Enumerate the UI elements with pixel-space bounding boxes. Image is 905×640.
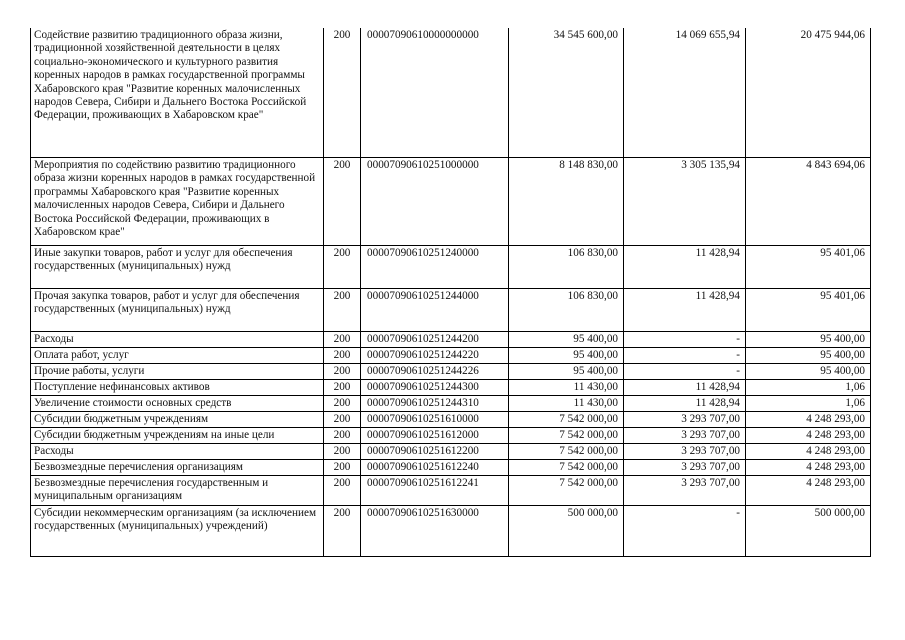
row-budget-code: 00007090610000000000	[361, 28, 509, 158]
row-budget-code: 00007090610251244300	[361, 380, 509, 396]
row-approved: 106 830,00	[509, 289, 624, 332]
table-row	[31, 506, 871, 557]
row-budget-code: 00007090610251244310	[361, 396, 509, 412]
row-line-code: 200	[324, 428, 361, 444]
row-unexecuted: 1,06	[746, 396, 871, 412]
row-approved: 11 430,00	[509, 380, 624, 396]
row-executed: -	[624, 506, 746, 557]
row-executed: -	[624, 348, 746, 364]
row-unexecuted: 4 248 293,00	[746, 460, 871, 476]
row-name: Прочие работы, услуги	[31, 364, 324, 380]
row-unexecuted: 4 843 694,06	[746, 158, 871, 246]
table-row	[31, 28, 871, 158]
row-unexecuted: 4 248 293,00	[746, 428, 871, 444]
row-executed: 3 293 707,00	[624, 428, 746, 444]
row-name: Поступление нефинансовых активов	[31, 380, 324, 396]
table-row	[31, 428, 871, 444]
row-executed: 3 293 707,00	[624, 476, 746, 506]
row-unexecuted: 4 248 293,00	[746, 476, 871, 506]
row-executed: 14 069 655,94	[624, 28, 746, 158]
row-approved: 7 542 000,00	[509, 412, 624, 428]
row-name: Субсидии бюджетным учреждениям на иные цели	[31, 428, 324, 444]
row-budget-code: 00007090610251244200	[361, 332, 509, 348]
row-name: Прочая закупка товаров, работ и услуг для обеспечения государственных (муниципальных) нужд	[31, 289, 324, 332]
row-executed: 3 293 707,00	[624, 412, 746, 428]
row-line-code: 200	[324, 380, 361, 396]
table-row	[31, 460, 871, 476]
row-name: Безвозмездные перечисления государственным и муниципальным организациям	[31, 476, 324, 506]
row-unexecuted: 95 400,00	[746, 364, 871, 380]
row-line-code: 200	[324, 364, 361, 380]
row-budget-code: 00007090610251612200	[361, 444, 509, 460]
row-line-code: 200	[324, 28, 361, 158]
row-name: Субсидии бюджетным учреждениям	[31, 412, 324, 428]
row-name: Мероприятия по содействию развитию традиционного образа жизни коренных народов в рамках государственной программы Хабаровского края "Развитие коренных малочисленных народов Севера, Сибири и Дальнего Востока Российской Федерации, проживающих в Хабаровском крае"	[31, 158, 324, 246]
row-unexecuted: 95 400,00	[746, 332, 871, 348]
table-row	[31, 380, 871, 396]
row-line-code: 200	[324, 506, 361, 557]
row-unexecuted: 4 248 293,00	[746, 412, 871, 428]
row-approved: 7 542 000,00	[509, 476, 624, 506]
row-line-code: 200	[324, 332, 361, 348]
row-unexecuted: 95 401,06	[746, 289, 871, 332]
row-line-code: 200	[324, 412, 361, 428]
table-row	[31, 158, 871, 246]
row-line-code: 200	[324, 444, 361, 460]
row-name: Безвозмездные перечисления организациям	[31, 460, 324, 476]
table-row	[31, 348, 871, 364]
row-approved: 7 542 000,00	[509, 428, 624, 444]
row-approved: 95 400,00	[509, 364, 624, 380]
table-row	[31, 476, 871, 506]
table-row	[31, 289, 871, 332]
row-executed: 11 428,94	[624, 246, 746, 289]
row-budget-code: 00007090610251612240	[361, 460, 509, 476]
row-budget-code: 00007090610251244000	[361, 289, 509, 332]
row-line-code: 200	[324, 396, 361, 412]
budget-execution-table	[30, 28, 871, 557]
row-line-code: 200	[324, 348, 361, 364]
row-executed: 3 305 135,94	[624, 158, 746, 246]
row-approved: 7 542 000,00	[509, 460, 624, 476]
row-executed: 3 293 707,00	[624, 444, 746, 460]
row-name: Содействие развитию традиционного образа жизни, традиционной хозяйственной деятельности в целях социально-экономического и культурного развития коренных народов в рамках государственной программы Хабаровского края "Развитие коренных малочисленных народов Севера, Сибири и Дальнего Востока Российской Федерации, проживающих в Хабаровском крае"	[31, 28, 324, 158]
row-approved: 34 545 600,00	[509, 28, 624, 158]
row-name: Расходы	[31, 444, 324, 460]
row-approved: 7 542 000,00	[509, 444, 624, 460]
row-budget-code: 00007090610251000000	[361, 158, 509, 246]
row-approved: 11 430,00	[509, 396, 624, 412]
row-budget-code: 00007090610251612000	[361, 428, 509, 444]
row-approved: 95 400,00	[509, 348, 624, 364]
row-line-code: 200	[324, 158, 361, 246]
row-executed: 3 293 707,00	[624, 460, 746, 476]
row-name: Иные закупки товаров, работ и услуг для обеспечения государственных (муниципальных) нужд	[31, 246, 324, 289]
row-unexecuted: 95 400,00	[746, 348, 871, 364]
row-budget-code: 00007090610251610000	[361, 412, 509, 428]
table-row	[31, 332, 871, 348]
row-executed: 11 428,94	[624, 289, 746, 332]
row-name: Расходы	[31, 332, 324, 348]
row-name: Субсидии некоммерческим организациям (за исключением государственных (муниципальных) учреждений)	[31, 506, 324, 557]
row-executed: 11 428,94	[624, 380, 746, 396]
row-line-code: 200	[324, 246, 361, 289]
row-approved: 500 000,00	[509, 506, 624, 557]
row-line-code: 200	[324, 476, 361, 506]
table-row	[31, 396, 871, 412]
table-row	[31, 412, 871, 428]
row-line-code: 200	[324, 460, 361, 476]
row-budget-code: 00007090610251244226	[361, 364, 509, 380]
row-unexecuted: 95 401,06	[746, 246, 871, 289]
row-budget-code: 00007090610251612241	[361, 476, 509, 506]
row-name: Увеличение стоимости основных средств	[31, 396, 324, 412]
row-unexecuted: 20 475 944,06	[746, 28, 871, 158]
row-line-code: 200	[324, 289, 361, 332]
row-unexecuted: 1,06	[746, 380, 871, 396]
row-executed: -	[624, 364, 746, 380]
row-approved: 8 148 830,00	[509, 158, 624, 246]
table-row	[31, 364, 871, 380]
row-unexecuted: 4 248 293,00	[746, 444, 871, 460]
row-name: Оплата работ, услуг	[31, 348, 324, 364]
table-row	[31, 444, 871, 460]
row-executed: 11 428,94	[624, 396, 746, 412]
row-unexecuted: 500 000,00	[746, 506, 871, 557]
row-approved: 95 400,00	[509, 332, 624, 348]
row-approved: 106 830,00	[509, 246, 624, 289]
row-budget-code: 00007090610251630000	[361, 506, 509, 557]
table-row	[31, 246, 871, 289]
row-executed: -	[624, 332, 746, 348]
row-budget-code: 00007090610251244220	[361, 348, 509, 364]
row-budget-code: 00007090610251240000	[361, 246, 509, 289]
